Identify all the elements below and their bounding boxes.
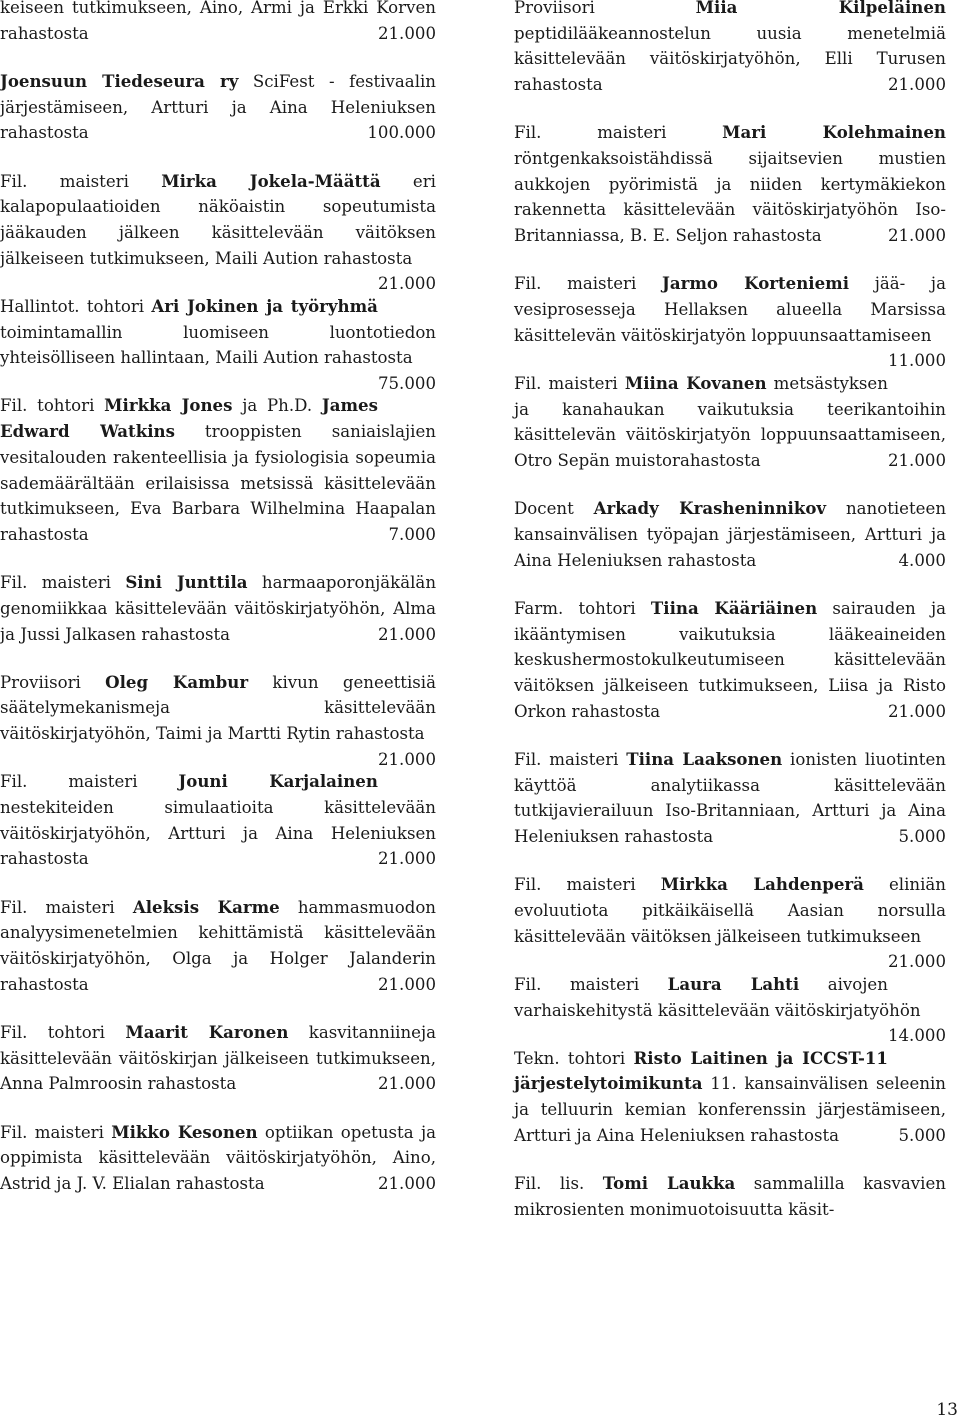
grant-text: 11. kansainvälisen seleenin ja telluurin kemian konferenssin järjestämiseen, Artturi ja Aina Heleniuksen rahastosta [514,1074,946,1145]
grant-description [0,1020,436,1097]
grant-text: Fil. maisteri [0,772,179,792]
grant-entry [0,1120,436,1197]
grant-amount: 21.000 [887,952,946,972]
grant-entry [514,1171,946,1222]
grant-entry [0,294,436,393]
grant-text: nanotieteen kansainvälisen työpajan järjestämiseen, Artturi ja Aina Heleniuksen rahastosta [514,499,947,570]
grant-text: Fil. maisteri [514,274,662,294]
grant-description [514,1171,946,1222]
grant-amount: 21.000 [887,451,946,471]
recipient-name: Oleg Kambur [105,671,249,692]
recipient-name: Tiina Kääriäinen [650,597,818,618]
grant-entry [0,1020,436,1097]
grant-entry [0,895,436,998]
grant-entry [514,0,946,98]
grant-description [0,69,436,146]
grant-text: Fil. maisteri [0,171,162,191]
grant-text: Fil. maisteri [0,1122,112,1142]
grant-entry [514,596,946,725]
grant-text: eliniän evoluutiota pitkäikäisellä Aasian norsulla käsittelevään väitöksen jälkeiseen tutkimukseen [514,875,946,946]
grant-text: jää- ja vesiprosesseja Hellaksen alueella Marsissa käsittelevän väitöskirjatyön loppuunsaattamiseen [514,274,946,345]
grant-entry [0,393,436,547]
grant-text: trooppisten saniaislajien vesitalouden rakenteellisia ja fysiologisia sopeumia sademäärältään erilaisissa metsissä käsittelevään tutkimukseen, Eva Barbara Wilhelmina Haapalan rahastosta [0,422,436,544]
grant-description [0,1120,436,1197]
grant-description [514,120,946,249]
recipient-name: Sini Junttila [125,572,248,593]
grant-text: aivojen varhaiskehitystä käsittelevään väitöskirjatyöhön [514,974,921,1020]
grant-entry [514,747,946,850]
grant-description [514,872,946,972]
grant-entry [0,570,436,647]
grant-text: nestekiteiden simulaatioita käsittelevään väitöskirjatyöhön, Artturi ja Aina Heleniuksen rahastosta [0,798,436,869]
grant-text: ionisten liuotinten käyttöä analytiikassa käsittelevään tutkijavierailuun Iso-Britanniaan, Artturi ja Aina Heleniuksen rahastosta [514,749,946,846]
right-column [514,0,946,1245]
grant-entry [514,371,946,474]
grant-entry [0,69,436,146]
grant-description [514,0,946,98]
grant-text: toimintamallin luomiseen luontotiedon yhteisölliseen hallintaan, Maili Aution rahastosta [0,322,436,368]
recipient-name: Mirka Jokela-Määttä [161,170,381,191]
grant-description [0,393,436,547]
grant-amount: 21.000 [377,624,436,644]
grant-text: Fil. maisteri [514,749,627,769]
grant-amount: 21.000 [377,1174,436,1194]
grant-text: Tekn. tohtori [514,1048,634,1068]
grant-text: Fil. maisteri [514,875,661,895]
grant-description [0,670,436,769]
grant-text: Fil. tohtori [0,1023,126,1042]
grant-entry [514,1046,946,1149]
grant-text: metsästyksen ja kanahaukan vaikutuksia teerikantoihin käsittelevän väitöskirjatyön loppuunsaattamiseen, Otro Sepän muistorahastosta [514,373,946,471]
grant-description [0,169,436,294]
grant-text: Fil. maisteri [514,373,625,393]
grant-description [514,496,946,573]
grant-entry [514,120,946,249]
grant-amount: 21.000 [887,226,946,246]
grant-amount: 21.000 [887,701,946,721]
grant-amount: 5.000 [898,1125,946,1145]
grant-text: Proviisori [514,0,696,17]
recipient-name: Arkady Krasheninnikov [593,498,827,519]
grant-text: röntgenkaksoistähdissä sijaitsevien mustien aukkojen pyörimistä ja niiden kertymäkiekon rakennetta käsittelevään väitöskirjatyöhön Iso-Britanniassa, B. E. Seljon rahastosta [514,149,946,246]
grant-text: kasvitanniineja käsittelevään väitöskirjan jälkeiseen tutkimukseen, Anna Palmroosin rahastosta [0,1023,436,1094]
grant-text: Fil. lis. [514,1174,603,1194]
grant-amount: 21.000 [377,749,436,769]
recipient-name: Joensuun Tiedeseura ry [0,70,239,91]
grant-text: sammalilla kasvavien mikrosienten monimuotoisuutta käsit- [514,1174,946,1219]
recipient-name: Laura Lahti [667,973,800,994]
grant-description [514,972,946,1046]
grant-text: ja Ph.D. [232,396,322,416]
grant-amount: 5.000 [898,826,946,846]
recipient-name: Jarmo Korteniemi [661,273,850,294]
recipient-name: Mari Kolehmainen [722,122,946,143]
grant-description [514,596,946,725]
grant-amount: 21.000 [887,75,946,95]
grant-text: Fil. tohtori [0,396,105,416]
grant-entry [514,271,946,371]
grant-amount: 21.000 [377,849,436,869]
grant-description [0,0,436,46]
grant-entry [514,872,946,972]
grant-amount: 21.000 [377,1074,436,1094]
recipient-name: James Edward Watkins [0,395,378,442]
grant-entry [514,496,946,573]
recipient-name: Ari Jokinen ja työryhmä [151,295,378,316]
recipient-name: Miia Kilpeläinen [695,0,946,17]
grant-amount: 7.000 [388,524,436,544]
grant-entry [0,670,436,769]
grant-text: peptidilääkeannostelun uusia menetelmiä käsittelevään väitöskirjatyöhön, Elli Turusen rahastosta [514,23,946,95]
grant-description [514,747,946,850]
left-column [0,0,436,1219]
grant-text: Hallintot. tohtori [0,296,152,316]
grant-description [514,271,946,371]
grant-description [0,294,436,393]
grant-description [0,769,436,872]
grant-text: SciFest - festivaalin järjestämiseen, Artturi ja Aina Heleniuksen rahastosta [0,71,436,143]
grant-text: keiseen tutkimukseen, Aino, Armi ja Erkki Korven rahastosta [0,0,436,43]
grant-description [514,371,946,474]
grant-text: eri kalapopulaatioiden näköaistin sopeutumista jääkauden jälkeen käsittelevään väitöksen jälkeiseen tutkimukseen, Maili Aution rahastosta [0,171,436,268]
grant-text: Docent [514,499,594,519]
grant-text: hammasmuodon analyysimenetelmien kehittämistä käsittelevään väitöskirjatyöhön, Olga ja Holger Jalanderin rahastosta [0,897,436,994]
grant-amount: 4.000 [898,550,946,570]
recipient-name: Tiina Laaksonen [626,748,783,769]
grant-amount: 75.000 [377,373,436,393]
recipient-name: Mirkka Lahdenperä [660,874,864,895]
page-number: 13 [936,1400,958,1420]
grant-description [514,1046,946,1149]
grant-amount: 21.000 [377,23,436,43]
grant-text: Fil. maisteri [514,974,668,994]
grant-description [0,570,436,647]
grant-text: Fil. maisteri [514,123,723,143]
recipient-name: Risto Laitinen ja ICCST-11 järjestelytoimikunta [514,1047,888,1094]
recipient-name: Tomi Laukka [602,1173,736,1194]
grant-text: optiikan opetusta ja oppimista käsittelevään väitöskirjatyöhön, Aino, Astrid ja J. V. Elialan rahastosta [0,1122,436,1194]
recipient-name: Mikko Kesonen [111,1121,258,1142]
grant-text: harmaaporonjäkälän genomiikkaa käsittelevään väitöskirjatyöhön, Alma ja Jussi Jalkasen rahastosta [0,573,437,644]
recipient-name: Miina Kovanen [624,372,767,393]
grant-amount: 11.000 [887,351,946,371]
recipient-name: Jouni Karjalainen [178,771,378,792]
recipient-name: Mirkka Jones [104,395,233,416]
grant-text: Fil. maisteri [0,573,126,593]
grant-description [0,895,436,998]
grant-text: Fil. maisteri [0,897,133,917]
grant-amount: 21.000 [377,974,436,994]
grant-amount: 100.000 [367,123,436,143]
grant-text: Proviisori [0,672,106,692]
grant-amount: 14.000 [887,1026,946,1046]
grant-entry [0,769,436,872]
recipient-name: Aleksis Karme [132,896,280,917]
recipient-name: Maarit Karonen [125,1022,289,1042]
grant-text: Farm. tohtori [514,598,651,618]
grant-entry [514,972,946,1046]
grant-entry [0,169,436,294]
grant-text: sairauden ja ikääntymisen vaikutuksia lääkeaineiden keskushermostokulkeutumiseen käsittelevään väitöksen jälkeiseen tutkimukseen, Liisa ja Risto Orkon rahastosta [514,598,946,721]
grant-text: kivun geneettisiä säätelymekanismeja käsittelevään väitöskirjatyöhön, Taimi ja Martti Rytin rahastosta [0,672,436,744]
grant-entry [0,0,436,46]
grant-amount: 21.000 [377,274,436,294]
